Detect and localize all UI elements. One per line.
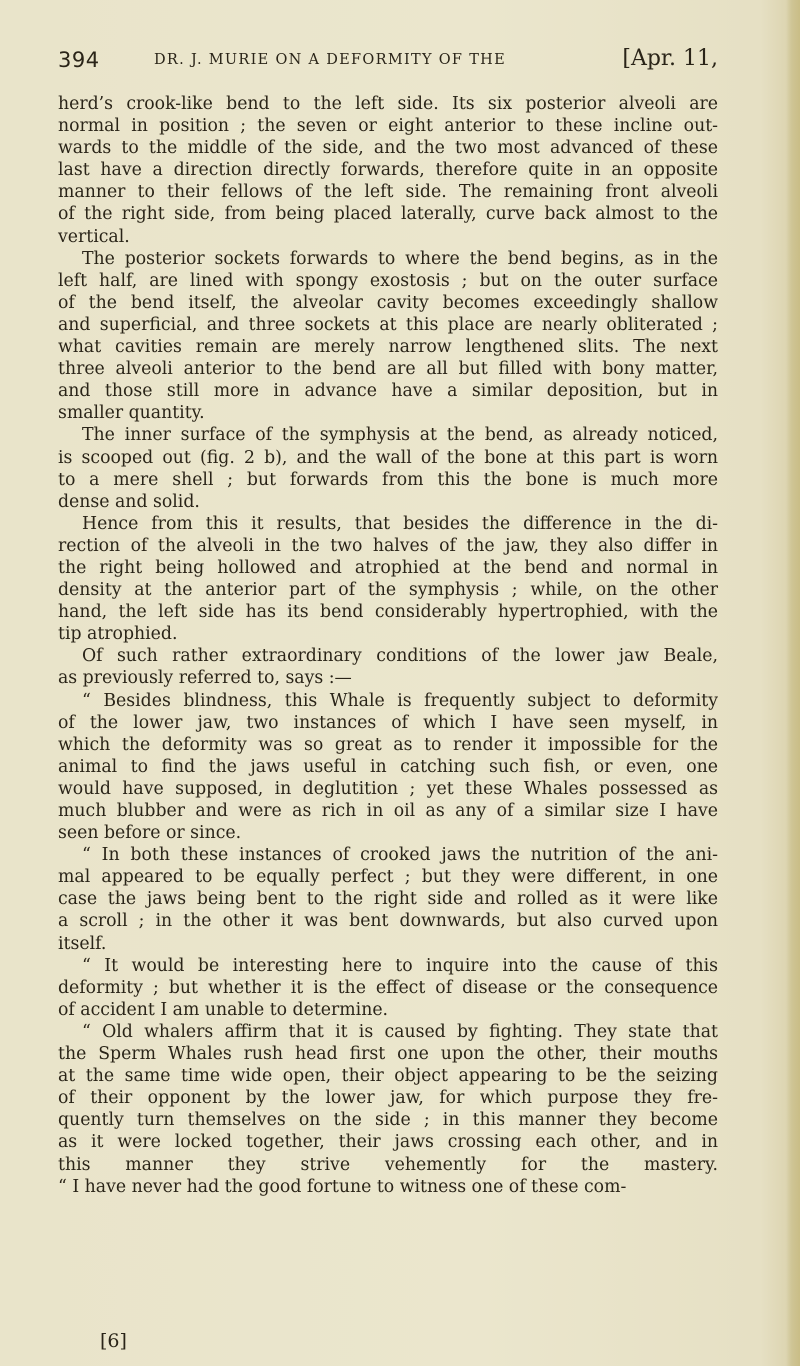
text-line: “ Old whalers affirm that it is caused by fighting. They state that — [82, 1021, 718, 1042]
text-line: The inner surface of the symphysis at the bend, as already noticed, — [82, 425, 718, 446]
page-header — [58, 46, 718, 82]
text-line: rection of the alveoli in the two halves of the jaw, they also differ in — [58, 535, 718, 556]
text-line: what cavities remain are merely narrow lengthened slits. The next — [58, 337, 718, 358]
text-line: last have a direction directly forwards, therefore quite in an opposite — [58, 160, 718, 181]
text-line: left half, are lined with spongy exostosis ; but on the outer surface — [58, 270, 718, 291]
text-line: a scroll ; in the other it was bent downwards, but also curved upon — [58, 911, 718, 932]
text-line: which the deformity was so great as to render it impossible for the — [58, 734, 718, 755]
text-line: as it were locked together, their jaws crossing each other, and in — [58, 1132, 718, 1153]
text-line: of the bend itself, the alveolar cavity becomes exceedingly shallow — [58, 292, 718, 313]
page-edge-shadow — [786, 0, 800, 1366]
text-line: and superficial, and three sockets at this place are nearly obliterated ; — [58, 314, 718, 335]
text-line: quently turn themselves on the side ; in this manner they become — [58, 1110, 718, 1131]
text-line: normal in position ; the seven or eight anterior to these incline out- — [58, 116, 718, 137]
text-line: itself. — [58, 933, 107, 954]
text-line: deformity ; but whether it is the effect of disease or the consequence — [58, 977, 718, 998]
running-head: DR. J. MURIE ON A DEFORMITY OF THE — [154, 52, 506, 68]
text-line: smaller quantity. — [58, 403, 205, 424]
text-line: wards to the middle of the side, and the two most advanced of these — [58, 138, 718, 159]
text-line: “ I have never had the good fortune to witness one of these com- — [58, 1176, 627, 1197]
text-line: seen before or since. — [58, 823, 242, 844]
text-line: hand, the left side has its bend considerably hypertrophied, with the — [58, 602, 718, 623]
text-line: is scooped out (fig. 2 b), and the wall of the bone at this part is worn — [58, 447, 718, 468]
text-line: vertical. — [58, 226, 130, 247]
text-line: the right being hollowed and atrophied at the bend and normal in — [58, 557, 718, 578]
body-text — [58, 93, 718, 1220]
text-line: this manner they strive vehemently for the mastery. — [58, 1154, 718, 1175]
text-line: density at the anterior part of the symphysis ; while, on the other — [58, 580, 718, 601]
text-line: the Sperm Whales rush head first one upon the other, their mouths — [58, 1044, 718, 1065]
text-line: tip atrophied. — [58, 624, 178, 645]
text-line — [58, 1198, 718, 1220]
text-line: of the right side, from being placed laterally, curve back almost to the — [58, 204, 718, 225]
text-line: “ Besides blindness, this Whale is frequently subject to deformity — [82, 690, 718, 711]
text-line: case the jaws being bent to the right side and rolled as it were like — [58, 889, 718, 910]
text-line: herd’s crook-like bend to the left side. Its six posterior alveoli are — [58, 94, 718, 114]
text-line: of accident I am unable to determine. — [58, 999, 389, 1020]
text-line: would have supposed, in deglutition ; yet these Whales possessed as — [58, 778, 718, 799]
text-line: at the same time wide open, their object appearing to be the seizing — [58, 1066, 718, 1087]
text-line: “ In both these instances of crooked jaws the nutrition of the ani- — [82, 845, 718, 866]
text-line: Hence from this it results, that besides the difference in the di- — [82, 513, 718, 534]
text-line: The posterior sockets forwards to where the bend begins, as in the — [82, 248, 718, 269]
text-line: to a mere shell ; but forwards from this the bone is much more — [58, 469, 718, 490]
text-line: dense and solid. — [58, 491, 200, 512]
text-line: of their opponent by the lower jaw, for which purpose they fre- — [58, 1088, 718, 1109]
text-line: of the lower jaw, two instances of which I have seen myself, in — [58, 712, 718, 733]
text-line: “ It would be interesting here to inquire into the cause of this — [82, 955, 718, 976]
text-line: much blubber and were as rich in oil as any of a similar size I have — [58, 801, 718, 821]
text-line: animal to find the jaws useful in catching such fish, or even, one — [58, 756, 718, 777]
text-line: and those still more in advance have a similar deposition, but in — [58, 381, 718, 402]
signature-mark: [6] — [100, 1330, 127, 1352]
text-line: manner to their fellows of the left side. The remaining front alveoli — [58, 182, 718, 203]
header-date: [Apr. 11, — [622, 46, 718, 71]
text-line: as previously referred to, says :— — [58, 668, 352, 689]
text-line: Of such rather extraordinary conditions of the lower jaw Beale, — [82, 646, 718, 667]
text-line: three alveoli anterior to the bend are all but filled with bony matter, — [58, 359, 718, 380]
page-number: 394 — [58, 48, 100, 72]
text-line: mal appeared to be equally perfect ; but they were different, in one — [58, 867, 718, 888]
